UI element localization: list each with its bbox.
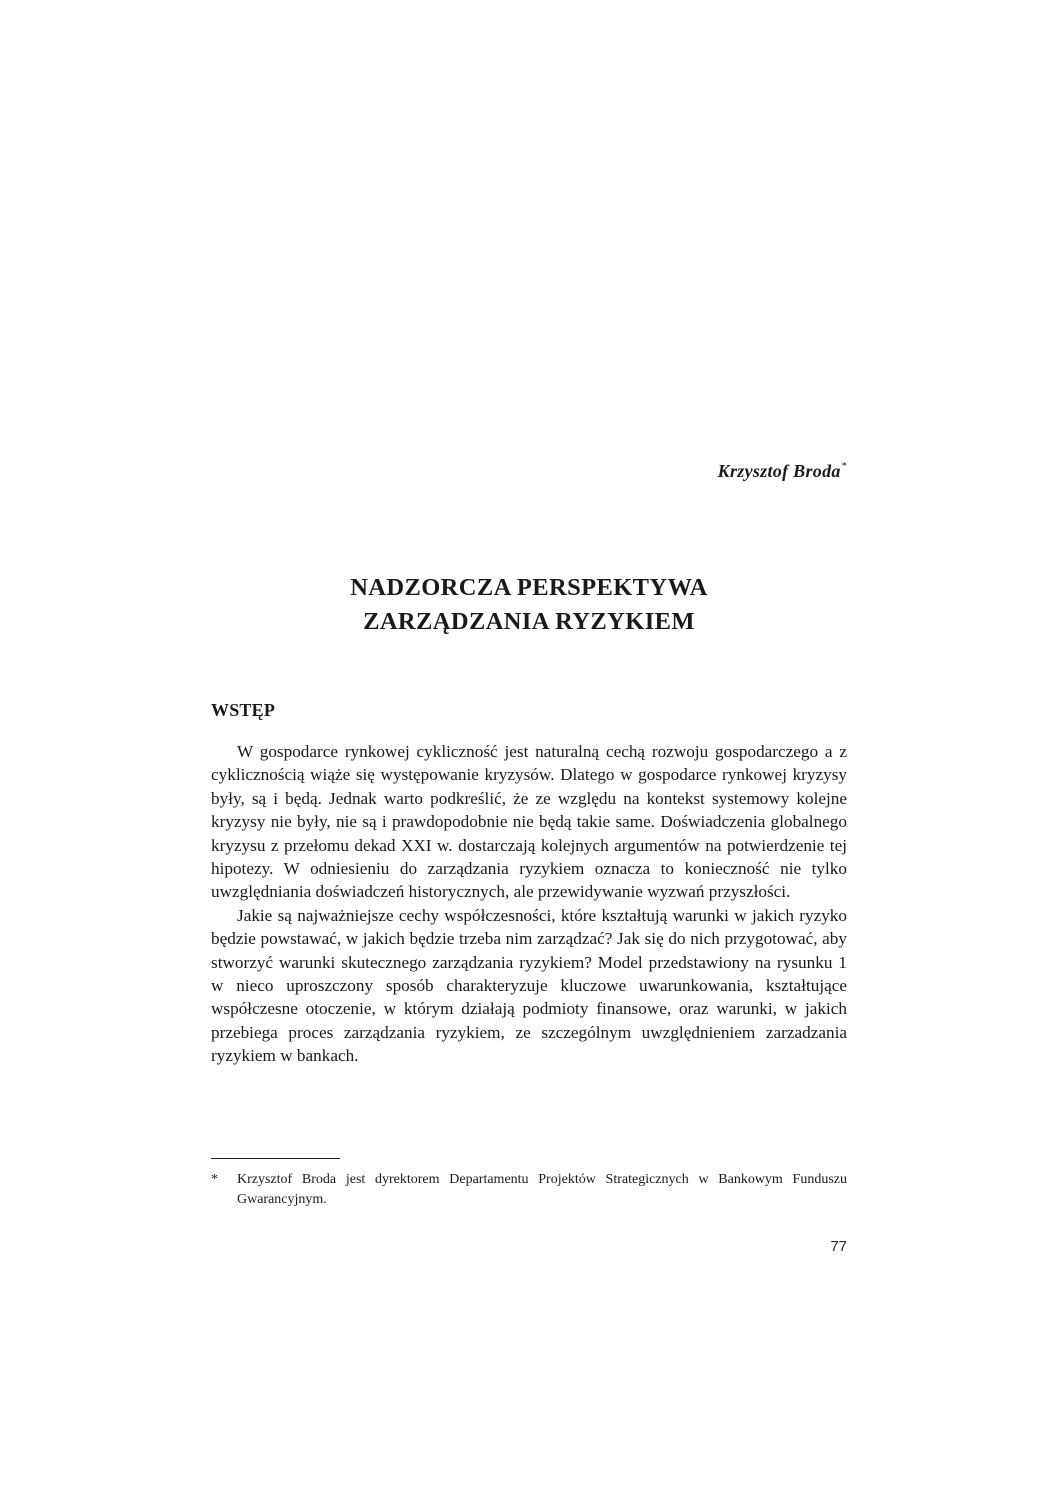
body-text <box>211 740 847 1068</box>
paragraph: W gospodarce rynkowej cykliczność jest naturalną cechą rozwoju gospodarczego a z cyklicznością wiąże się występowanie kryzysów. Dlatego w gospodarce rynkowej kryzysy były, są i będą. Jednak warto podkreślić, że ze względu na kontekst systemowy kolejne kryzysy nie były, nie są i prawdopodobnie nie będą takie same. Doświadczenia globalnego kryzysu z przełomu dekad XXI w. dostarczają kolejnych argumentów na potwierdzenie tej hipotezy. W odniesieniu do zarządzania ryzykiem oznacza to konieczność nie tylko uwzględniania doświadczeń historycznych, ale przewidywanie wyzwań przyszłości. <box>211 742 847 902</box>
article-title-line-1: NADZORCZA PERSPEKTYWA <box>350 574 708 601</box>
paragraph: Jakie są najważniejsze cechy współczesności, które kształtują warunki w jakich ryzyko będzie powstawać, w jakich będzie trzeba nim zarządzać? Jak się do nich przygotować, aby stworzyć warunki skutecznego zarządzania ryzykiem? Model przedstawiony na rysunku 1 w nieco uproszczony sposób charakteryzuje kluczowe uwarunkowania, kształtujące współczesne otoczenie, w którym działają podmioty finansowe, oraz warunki, w jakich przebiega proces zarządzania ryzykiem, ze szczególnym uwzględnieniem zarzadzania ryzykiem w bankach. <box>211 905 847 1066</box>
section-heading: WSTĘP <box>211 700 276 720</box>
author-line <box>718 461 847 482</box>
footnote-divider <box>211 1158 340 1159</box>
page-number: 77 <box>830 1238 847 1255</box>
article-title <box>211 571 847 639</box>
author-name: Krzysztof Broda <box>717 461 841 481</box>
author-footnote-marker: * <box>841 461 847 472</box>
footnote-marker: * <box>211 1172 218 1187</box>
footnote-text: Krzysztof Broda jest dyrektorem Departamentu Projektów Strategicznych w Bankowym Funduszu Gwarancyjnym. <box>237 1172 847 1207</box>
footnote <box>211 1170 847 1210</box>
article-title-line-2: ZARZĄDZANIA RYZYKIEM <box>363 608 695 635</box>
